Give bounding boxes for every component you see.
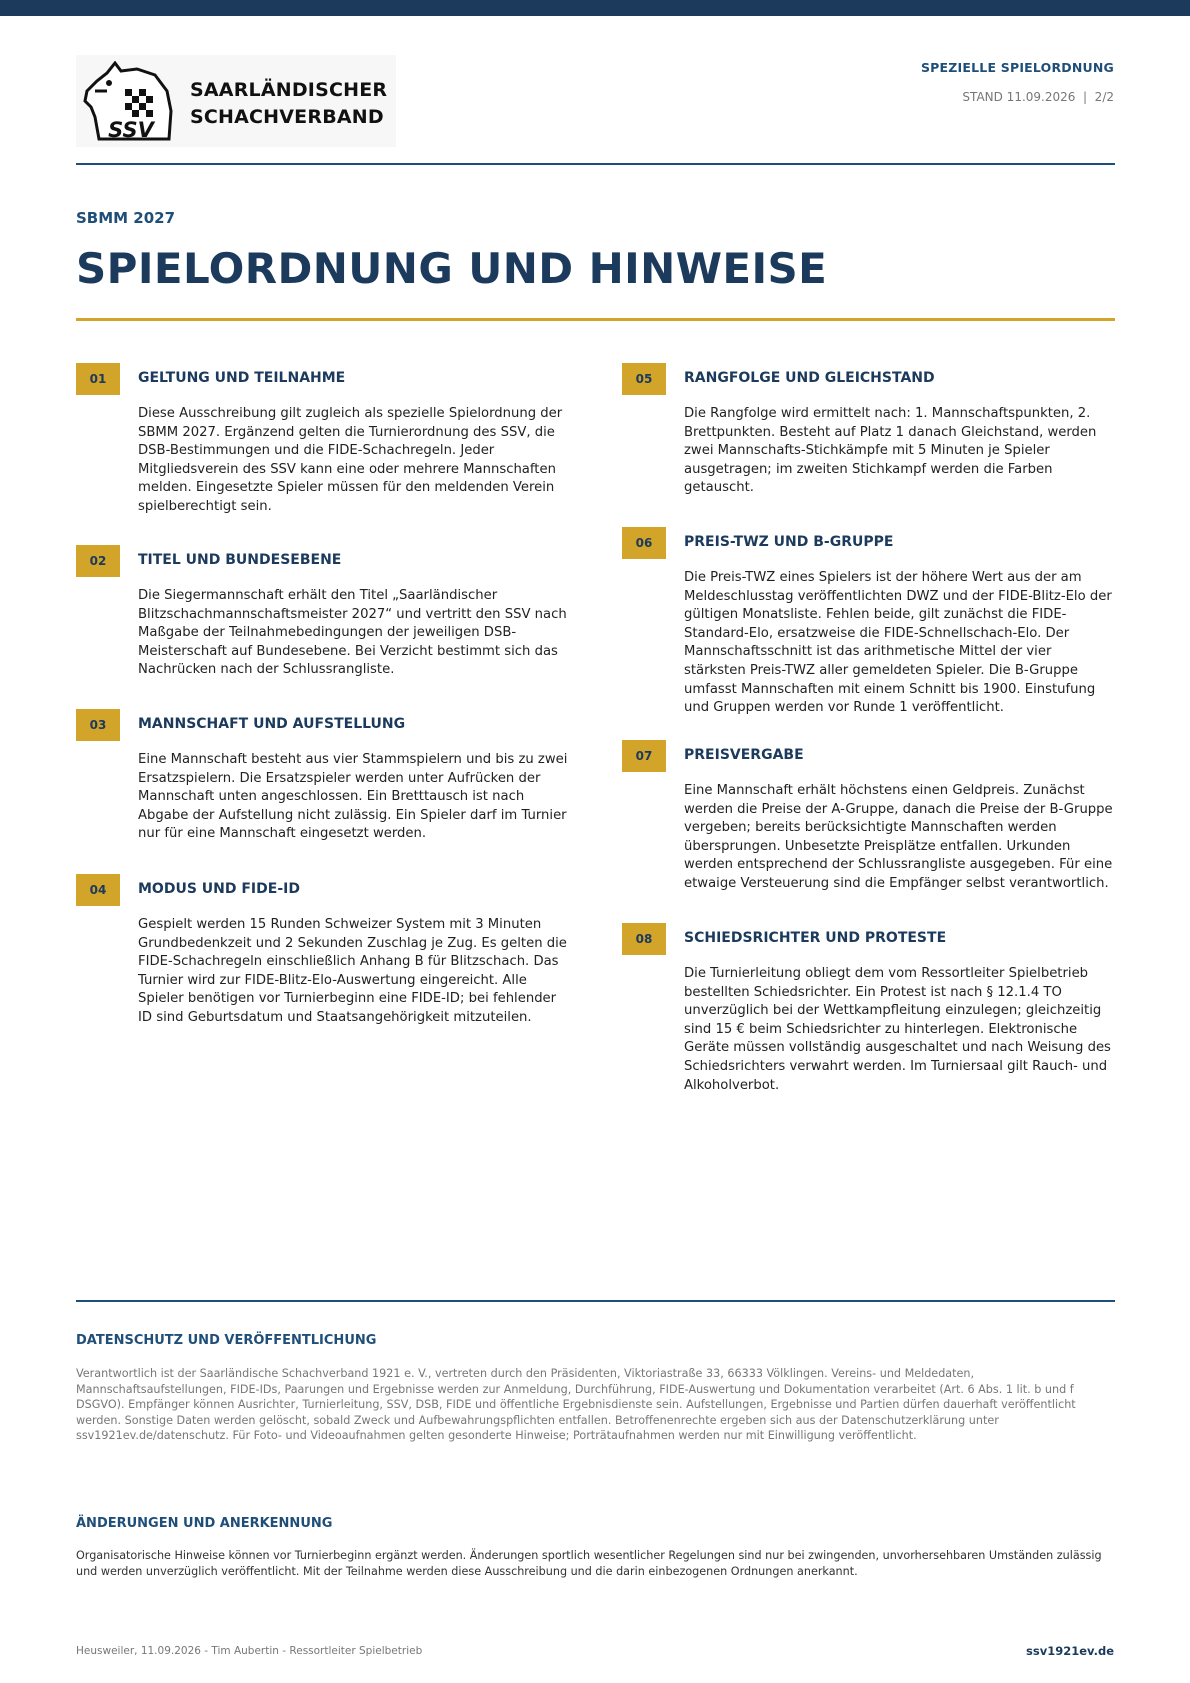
section-title: PREISVERGABE <box>684 747 804 763</box>
revision-and-page: STAND 11.09.2026 | 2/2 <box>962 90 1114 104</box>
section-number: 01 <box>76 363 120 395</box>
section-body: Die Siegermannschaft erhält den Titel „Saarländischer Blitzschachmannschaftsmeister 2027“ und vertritt den SSV nach Maßgabe der Teilnahmebedingungen der jeweiligen DSB-Meisterschaft auf Bundesebene. Bei Verzicht bestimmt sich das Nachrücken nach der Schlussrangliste. <box>138 588 567 678</box>
section-number: 03 <box>76 709 120 741</box>
section-title: GELTUNG UND TEILNAHME <box>138 370 346 386</box>
privacy-heading: DATENSCHUTZ UND VERÖFFENTLICHUNG <box>76 1333 377 1348</box>
footer-signature: Heusweiler, 11.09.2026 - Tim Aubertin - Ressortleiter Spielbetrieb <box>76 1645 423 1657</box>
org-logo <box>76 55 396 147</box>
section-number: 06 <box>622 527 666 559</box>
privacy-text: Verantwortlich ist der Saarländische Schachverband 1921 e. V., vertreten durch den Präsidenten, Viktoriastraße 33, 66333 Völklingen. Vereins- und Meldedaten, Mannschaftsaufstellungen, FIDE-IDs, Paarungen und Ergebnisse werden zur Anmeldung, Durchführung, FIDE-Auswertung und Dokumentation verarbeitet (Art. 6 Abs. 1 lit. b und f DSGVO). Empfänger können Ausrichter, Turnierleitung, SSV, DSB, FIDE und öffentliche Ergebnisdienste sein. Aufstellungen, Ergebnisse und Partien dürfen dauerhaft veröffentlicht werden. Sonstige Daten werden gelöscht, sobald Zweck und Aufbewahrungspflichten entfallen. Betroffenenrechte ergeben sich aus der Datenschutzerklärung unter ssv1921ev.de/datenschutz. Für Foto- und Videoaufnahmen gelten gesonderte Hinweise; Porträtaufnahmen werden nur mit Einwilligung veröffentlicht. <box>76 1367 1076 1443</box>
document-type: SPEZIELLE SPIELORDNUNG <box>920 60 1114 75</box>
title-underline <box>76 318 1115 321</box>
section-body: Die Preis-TWZ eines Spielers ist der höhere Wert aus der am Meldeschlusstag veröffentlichten DWZ und der FIDE-Blitz-Elo der gültigen Monatsliste. Fehlen beide, gilt zunächst die FIDE-Standard-Elo, ersatzweise die FIDE-Schnellschach-Elo. Der Mannschaftsschnitt ist das arithmetische Mittel der vier stärksten Preis-TWZ aller gemeldeten Spieler. Die B-Gruppe umfasst Mannschaften mit einem Schnitt bis 1900. Einstufung und Gruppen werden vor Runde 1 veröffentlicht. <box>684 570 1112 716</box>
section-number: 04 <box>76 874 120 906</box>
section-number: 08 <box>622 923 666 955</box>
section-body: Eine Mannschaft erhält höchstens einen Geldpreis. Zunächst werden die Preise der A-Gruppe, danach die Preise der B-Gruppe vergeben; bereits berücksichtigte Mannschaften werden übersprungen. Unbesetzte Preisplätze entfallen. Urkunden werden entsprechend der Schlussrangliste ausgegeben. Für eine etwaige Versteuerung sind die Empfänger selbst verantwortlich. <box>684 783 1113 891</box>
section-body: Gespielt werden 15 Runden Schweizer System mit 3 Minuten Grundbedenkzeit und 2 Sekunden Zuschlag je Zug. Es gelten die FIDE-Schachregeln einschließlich Anhang B für Blitzschach. Das Turnier wird zur FIDE-Blitz-Elo-Auswertung eingereicht. Alle Spieler benötigen vor Turnierbeginn eine FIDE-ID; bei fehlender ID sind Geburtsdatum und Staatsangehörigkeit mitzuteilen. <box>138 917 567 1025</box>
logo-lettering: SSV <box>108 118 154 142</box>
knight-logo-icon <box>81 61 181 145</box>
changes-heading: ÄNDERUNGEN UND ANERKENNUNG <box>76 1516 333 1531</box>
section-title: PREIS-TWZ UND B-GRUPPE <box>684 534 894 550</box>
event-overline: SBMM 2027 <box>76 209 176 227</box>
section-title: SCHIEDSRICHTER UND PROTESTE <box>684 930 947 946</box>
header-divider <box>76 163 1115 165</box>
section-title: MANNSCHAFT UND AUFSTELLUNG <box>138 716 406 732</box>
top-color-bar <box>0 0 1190 16</box>
section-number: 05 <box>622 363 666 395</box>
footer-website-link[interactable]: ssv1921ev.de <box>1026 1644 1114 1658</box>
org-name-line2: SCHACHVERBAND <box>190 106 384 128</box>
org-name-line1: SAARLÄNDISCHER <box>190 79 388 101</box>
section-body: Eine Mannschaft besteht aus vier Stammspielern und bis zu zwei Ersatzspielern. Die Ersatzspieler werden unter Aufrücken der Mannschaft unten angeschlossen. Ein Bretttausch ist nach Abgabe der Aufstellung nicht zulässig. Ein Spieler darf im Turnier nur für eine Mannschaft eingesetzt werden. <box>138 752 568 842</box>
section-body: Die Rangfolge wird ermittelt nach: 1. Mannschaftspunkten, 2. Brettpunkten. Besteht auf Platz 1 danach Gleichstand, werden zwei Mannschafts-Stichkämpfe mit 5 Minuten je Spieler ausgetragen; im zweiten Stichkampf werden die Farben getauscht. <box>684 406 1097 496</box>
section-number: 02 <box>76 545 120 577</box>
section-body: Die Turnierleitung obliegt dem vom Ressortleiter Spielbetrieb bestellten Schiedsrichter. Ein Protest ist nach § 12.1.4 TO unverzüglich bei der Wettkampfleitung einzulegen; gleichzeitig sind 15 € beim Schiedsrichter zu hinterlegen. Elektronische Geräte müssen vollständig ausgeschaltet und nach Weisung des Schiedsrichters verwahrt werden. Im Turniersaal gilt Rauch- und Alkoholverbot. <box>684 966 1111 1093</box>
changes-text: Organisatorische Hinweise können vor Turnierbeginn ergänzt werden. Änderungen sportlich wesentlicher Regelungen sind nur bei zwingenden, unvorhersehbaren Umständen zulässig und werden unverzüglich veröffentlicht. Mit der Teilnahme werden diese Ausschreibung und die darin einbezogenen Ordnungen anerkannt. <box>76 1549 1102 1578</box>
org-name <box>190 77 387 131</box>
section-title: MODUS UND FIDE-ID <box>138 881 300 897</box>
section-body: Diese Ausschreibung gilt zugleich als spezielle Spielordnung der SBMM 2027. Ergänzend gelten die Turnierordnung des SSV, die DSB-Bestimmungen und die FIDE-Schachregeln. Jeder Mitgliedsverein des SSV kann eine oder mehrere Mannschaften melden. Eingesetzte Spieler müssen für den meldenden Verein spielberechtigt sein. <box>138 406 563 514</box>
page-title: SPIELORDNUNG UND HINWEISE <box>76 244 828 293</box>
section-title: RANGFOLGE UND GLEICHSTAND <box>684 370 935 386</box>
section-number: 07 <box>622 740 666 772</box>
section-title: TITEL UND BUNDESEBENE <box>138 552 342 568</box>
header-meta-block <box>921 60 1114 104</box>
footer-divider <box>76 1300 1115 1302</box>
